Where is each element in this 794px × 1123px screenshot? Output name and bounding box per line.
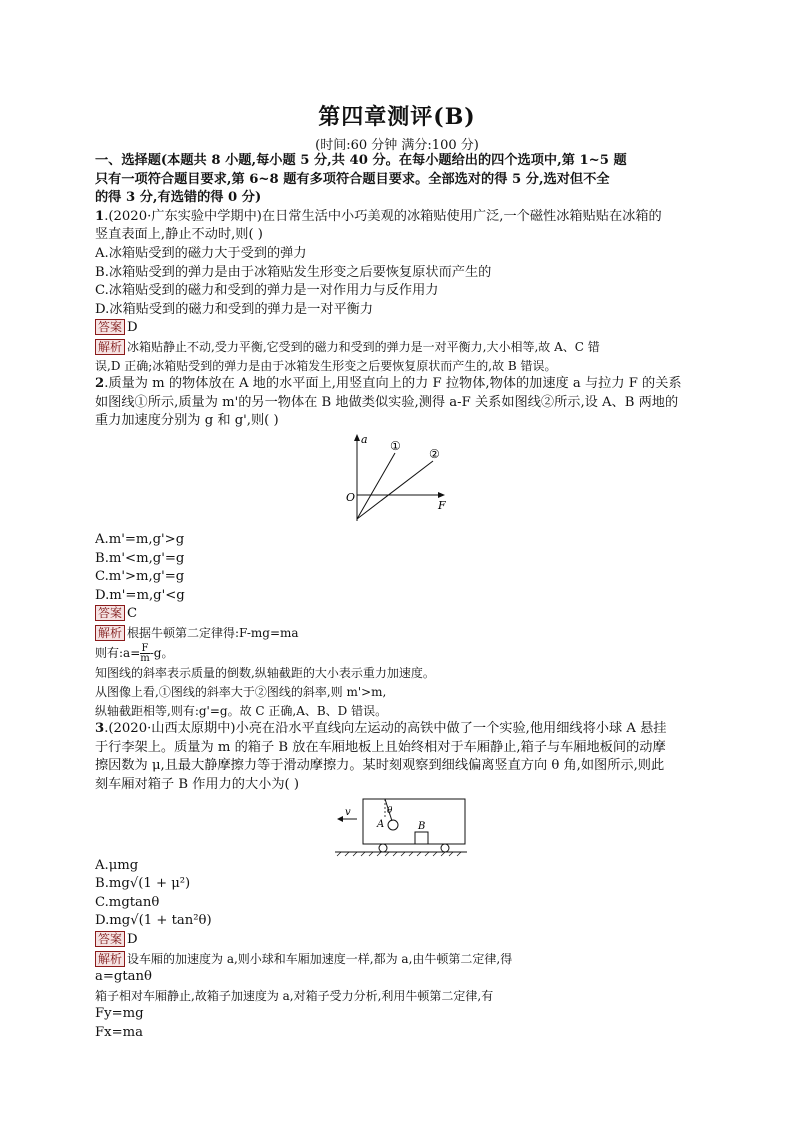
graph-line-2 [357, 461, 433, 519]
question-3-analysis: 箱子相对车厢静止,故箱子加速度为 a,对箱子受力分析,利用牛顿第二定律,有 [95, 988, 494, 1003]
question-2-analysis: 纵轴截距相等,则有:g'=g。故 C 正确,A、B、D 错误。 [95, 703, 388, 718]
question-2-analysis-formula: 则有:a= $\frac{F}{m}$ -g。 [95, 643, 174, 665]
x-axis-label: F [438, 498, 446, 512]
question-3-option: A.μmg [95, 857, 139, 873]
velocity-arrow-head [337, 816, 343, 822]
wheel [379, 844, 387, 852]
question-3-option: C.mgtanθ [95, 894, 160, 910]
analysis-tag: 解析 [95, 951, 125, 967]
a-f-graph [95, 431, 695, 531]
question-1-option: C.冰箱贴受到的磁力和受到的弹力是一对作用力与反作用力 [95, 283, 439, 299]
train-figure [95, 795, 695, 857]
y-axis-arrow [354, 434, 360, 441]
question-2-option: B.m'<m,g'=g [95, 550, 185, 566]
question-3-analysis: Fy=mg [95, 1006, 144, 1022]
question-3-analysis: a=gtanθ [95, 969, 152, 985]
answer-tag: 答案 [95, 931, 125, 947]
question-3-figure [95, 795, 695, 857]
y-axis-label: a [361, 432, 368, 446]
question-1-option: D.冰箱贴受到的磁力和受到的弹力是一对平衡力 [95, 301, 374, 317]
question-2-stem: 重力加速度分别为 g 和 g',则( ) [95, 413, 279, 429]
x-axis-arrow [438, 492, 445, 498]
question-1-option: A.冰箱贴受到的磁力大于受到的弹力 [95, 245, 307, 261]
question-2-stem: 2.质量为 m 的物体放在 A 地的水平面上,用竖直向上的力 F 拉物体,物体的加速度 a 与拉力 F 的关系 [95, 376, 682, 392]
answer-tag: 答案 [95, 605, 125, 621]
question-1-answer: 答案 D [95, 319, 695, 338]
graph-line-1 [357, 453, 395, 519]
question-1-stem: 1.(2020·广东实验中学期中)在日常生活中小巧美观的冰箱贴使用广泛,一个磁性冰箱贴贴在冰箱的 [95, 208, 662, 224]
ball-label: A [377, 818, 385, 830]
fraction: $\frac{F}{m}$ [140, 643, 150, 665]
origin-label: O [346, 490, 356, 504]
wheel [441, 844, 449, 852]
answer-tag: 答案 [95, 319, 125, 335]
question-3-option: B.mg√(1 + μ²) [95, 876, 191, 892]
question-3-answer: 答案 D [95, 931, 695, 950]
page-subtitle: (时间:60 分钟 满分:100 分) [315, 138, 479, 153]
section-line: 只有一项符合题目要求,第 6~8 题有多项符合题目要求。全部选对的得 5 分,选对但不全 [95, 171, 610, 187]
question-1-analysis: 误,D 正确;冰箱贴受到的弹力是由于冰箱发生形变之后要恢复原状而产生的,故 B 错误。 [95, 358, 557, 373]
question-3-stem: 刻车厢对箱子 B 作用力的大小为( ) [95, 777, 299, 793]
question-1-option: B.冰箱贴受到的弹力是由于冰箱贴发生形变之后要恢复原状而产生的 [95, 264, 492, 280]
question-3-option: D.mg√(1 + tan²θ) [95, 913, 212, 929]
question-2-analysis: 从图像上看,①图线的斜率大于②图线的斜率,则 m'>m, [95, 685, 387, 700]
line-1-label: ① [390, 438, 401, 453]
question-2-stem: 如图线①所示,质量为 m'的另一物体在 B 地做类似实验,测得 a-F 关系如图线②所示,设 A、B 两地的 [95, 394, 679, 410]
question-2-option: D.m'=m,g'<g [95, 587, 185, 603]
ground-hatch [337, 852, 461, 856]
question-3-analysis: 解析 设车厢的加速度为 a,则小球和车厢加速度一样,都为 a,由牛顿第二定律,得 [95, 950, 695, 969]
theta-label: θ [387, 805, 393, 816]
question-1-stem: 竖直表面上,静止不动时,则( ) [95, 227, 263, 243]
question-2-option: C.m'>m,g'=g [95, 569, 185, 585]
question-2-graph [95, 431, 695, 531]
box-b [415, 832, 428, 844]
question-1-analysis: 解析 冰箱贴静止不动,受力平衡,它受到的磁力和受到的弹力是一对平衡力,大小相等,故 A、C 错 [95, 338, 695, 357]
question-2-answer: 答案 C [95, 605, 695, 624]
analysis-tag: 解析 [95, 625, 125, 641]
line-2-label: ② [429, 446, 440, 461]
question-3-analysis: Fx=ma [95, 1024, 144, 1040]
question-3-stem: 擦因数为 μ,且最大静摩擦力等于滑动摩擦力。某时刻观察到细线偏离竖直方向 θ 角,如图所示,则此 [95, 758, 665, 774]
question-3-stem: 3.(2020·山西太原期中)小亮在沿水平直线向左运动的高铁中做了一个实验,他用细线将小球 A 悬挂 [95, 721, 667, 737]
question-2-analysis: 知图线的斜率表示质量的倒数,纵轴截距的大小表示重力加速度。 [95, 666, 435, 681]
question-3-stem: 于行李架上。质量为 m 的箱子 B 放在车厢地板上且始终相对于车厢静止,箱子与车厢地板间的动摩 [95, 739, 666, 755]
analysis-tag: 解析 [95, 339, 125, 355]
section-line: 一、选择题(本题共 8 小题,每小题 5 分,共 40 分。在每小题给出的四个选项中,第 1~5 题 [95, 153, 627, 168]
velocity-label: v [345, 806, 351, 818]
box-label: B [418, 820, 426, 832]
ball-a [388, 820, 398, 830]
content [95, 152, 695, 1043]
page-title: 第四章测评(B) [318, 104, 476, 130]
question-2-option: A.m'=m,g'>g [95, 531, 185, 547]
section-line: 的得 3 分,有选错的得 0 分) [95, 190, 262, 206]
question-2-analysis: 解析 根据牛顿第二定律得:F-mg=ma [95, 624, 695, 643]
